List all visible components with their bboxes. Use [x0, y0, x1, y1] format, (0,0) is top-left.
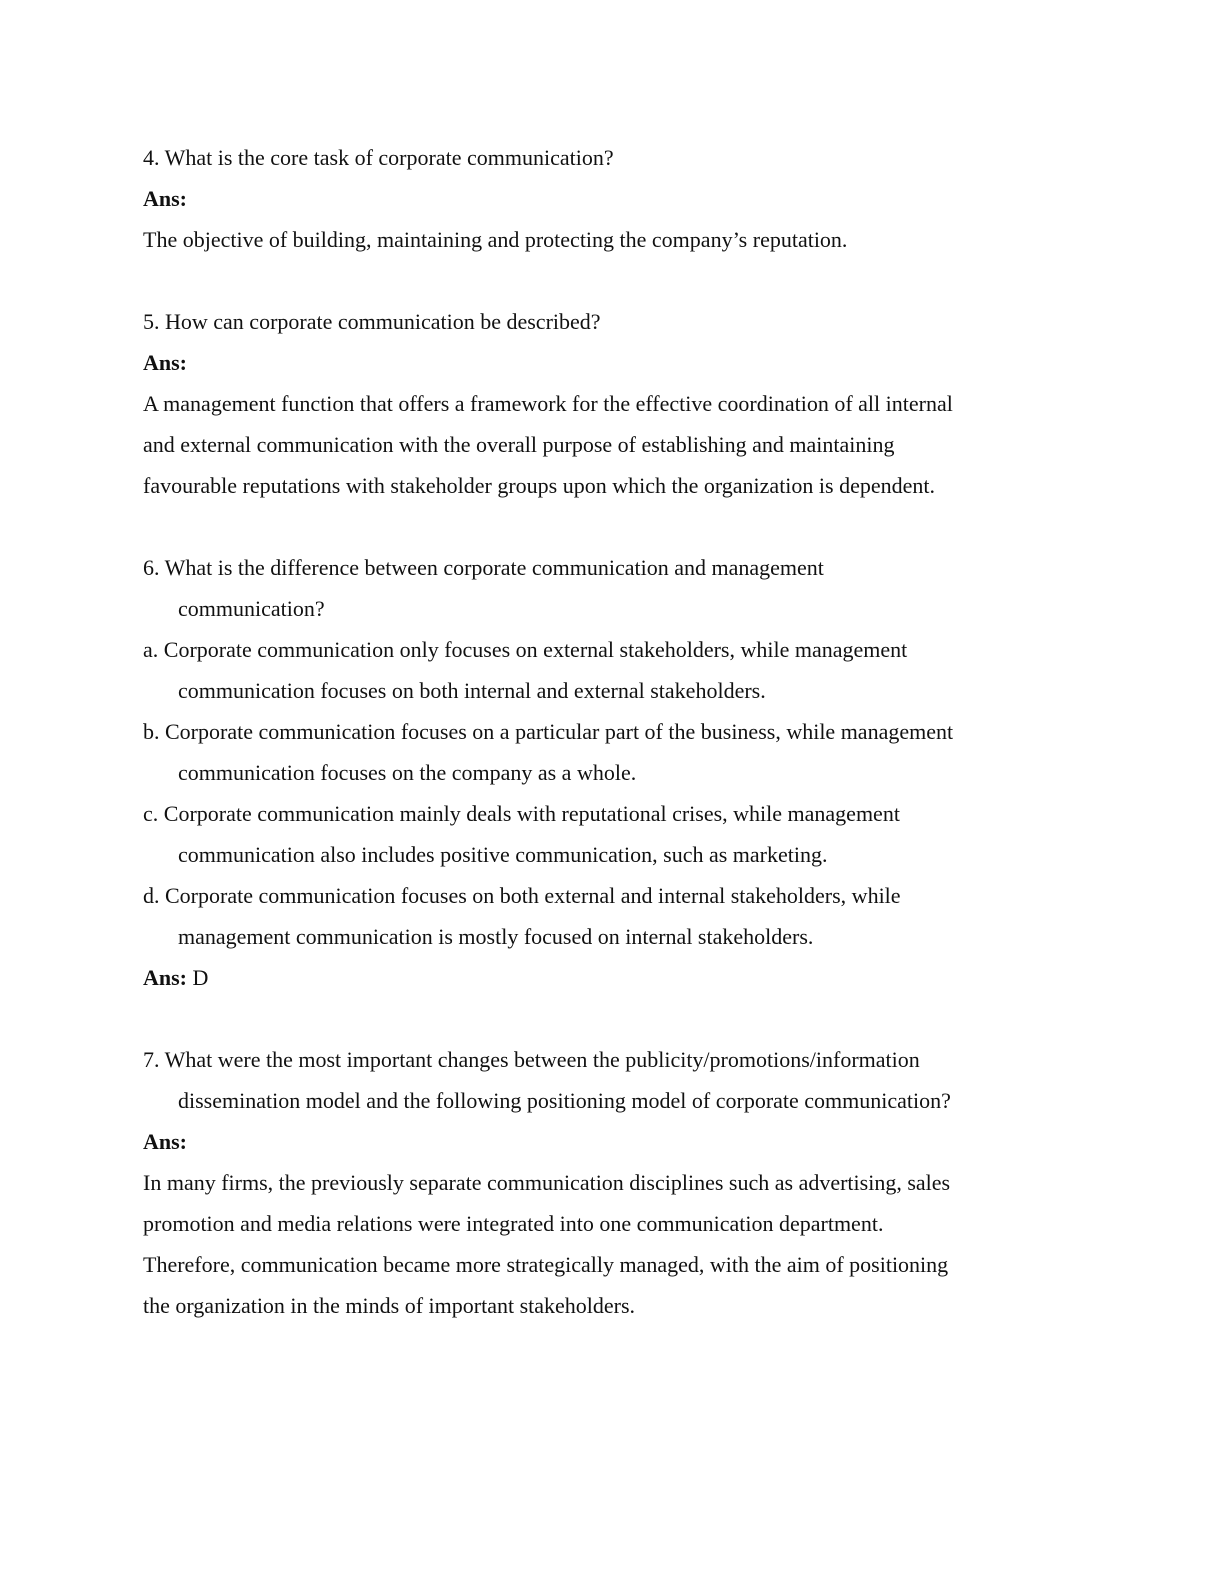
answer-line: In many firms, the previously separate communication disciplines such as advertising, sales — [143, 1170, 951, 1195]
option-line: b. Corporate communication focuses on a particular part of the business, while management — [143, 719, 954, 744]
question-text: 6. What is the difference between corporate communication and management — [143, 555, 824, 580]
question-6 — [143, 547, 1093, 998]
question-text: 5. How can corporate communication be described? — [143, 309, 601, 334]
option-line: management communication is mostly focused on internal stakeholders. — [178, 924, 814, 949]
answer-line: Therefore, communication became more strategically managed, with the aim of positioning — [143, 1252, 949, 1277]
option-line: communication also includes positive communication, such as marketing. — [178, 842, 828, 867]
option-line: a. Corporate communication only focuses on external stakeholders, while management — [143, 637, 908, 662]
option-d — [143, 875, 1093, 957]
answer-text: The objective of building, maintaining and protecting the company’s reputation. — [143, 227, 848, 252]
question-text: communication? — [178, 596, 325, 621]
option-line: communication focuses on both internal and external stakeholders. — [178, 678, 766, 703]
option-c — [143, 793, 1093, 875]
answer-text: D — [187, 965, 209, 990]
question-7 — [143, 1039, 1093, 1326]
answer-label: Ans: — [143, 965, 188, 990]
option-line: d. Corporate communication focuses on both external and internal stakeholders, while — [143, 883, 901, 908]
option-line: c. Corporate communication mainly deals with reputational crises, while management — [143, 801, 900, 826]
question-text: 4. What is the core task of corporate communication? — [143, 145, 614, 170]
question-4 — [143, 137, 1093, 260]
option-line: communication focuses on the company as a whole. — [178, 760, 637, 785]
answer-line: favourable reputations with stakeholder groups upon which the organization is dependent. — [143, 473, 935, 498]
answer-label: Ans: — [143, 186, 188, 211]
question-5 — [143, 301, 1093, 506]
option-a — [143, 629, 1093, 711]
question-text: 7. What were the most important changes between the publicity/promotions/information — [143, 1047, 920, 1072]
answer-line: promotion and media relations were integrated into one communication department. — [143, 1211, 884, 1236]
answer-line: A management function that offers a framework for the effective coordination of all internal — [143, 391, 953, 416]
document-page — [143, 137, 1093, 1326]
question-text: dissemination model and the following positioning model of corporate communication? — [178, 1088, 951, 1113]
answer-line: the organization in the minds of important stakeholders. — [143, 1293, 636, 1318]
option-b — [143, 711, 1093, 793]
answer-label: Ans: — [143, 1129, 188, 1154]
answer-line: and external communication with the overall purpose of establishing and maintaining — [143, 432, 895, 457]
answer-label: Ans: — [143, 350, 188, 375]
